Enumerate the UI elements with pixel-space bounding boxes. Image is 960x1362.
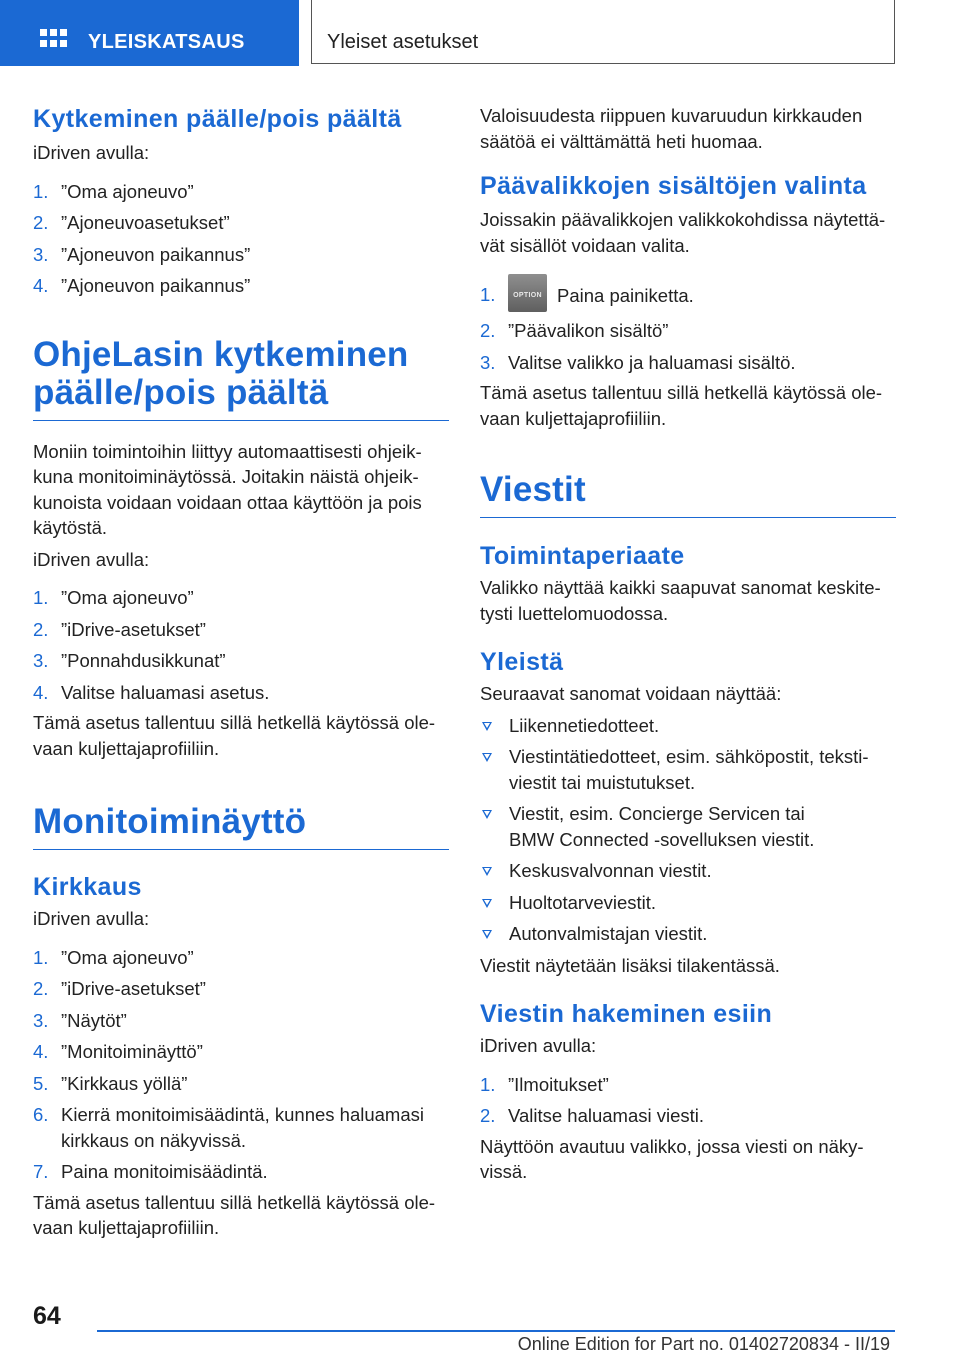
list-item: 7. Paina monitoimisäädintä.	[33, 1161, 268, 1182]
section-title-switch: Kytkeminen päälle/pois päältä	[33, 105, 402, 133]
list-item: 1. ”Oma ajoneuvo”	[33, 587, 194, 608]
body-text: Moniin toimintoihin liittyy automaattisesti ohjeik- kuna monitoiminäytössä. Joitakin näistä ohjeik- kunoista voidaan voidaan ottaa käyttöön ja pois käytöstä.	[33, 440, 422, 538]
note-text: Tämä asetus tallentuu sillä hetkellä käytössä ole- vaan kuljettajaprofiiliin.	[33, 1191, 436, 1238]
body-text: Valoisuudesta riippuen kuvaruudun kirkkauden säätöä ei välttämättä heti huomaa.	[480, 105, 863, 152]
steps-list	[480, 282, 896, 375]
list-item: 2. Valitse haluamasi viesti.	[480, 1105, 705, 1126]
list-item: 6. Kierrä monitoimisäädintä, kunnes haluamasi kirkkaus on näkyvissä.	[33, 1104, 424, 1151]
list-item: Keskusvalvonnan viestit.	[480, 858, 896, 884]
list-item: 2. ”Ajoneuvoasetukset”	[33, 212, 230, 233]
subsection-title-brightness: Kirkkaus	[33, 873, 142, 901]
list-item: 5. ”Kirkkaus yöllä”	[33, 1072, 188, 1094]
triangle-bullet-icon	[482, 753, 492, 762]
list-item: Viestintätiedotteet, esim. sähköpostit, teksti- viestit tai muistutukset.	[480, 744, 896, 795]
note-text: Viestit näytetään lisäksi tilakentässä.	[480, 954, 780, 976]
tab-general-settings-label: Yleiset asetukset	[327, 31, 479, 53]
intro-text: Seuraavat sanomat voidaan näyttää:	[480, 683, 782, 704]
intro-text: iDriven avulla:	[33, 908, 150, 929]
section-title-messages: Viestit	[480, 471, 896, 518]
tab-general-settings[interactable]	[311, 0, 895, 64]
list-item: 1. ”Oma ajoneuvo”	[33, 180, 194, 202]
list-item: 1. OPTION Paina painiketta.	[480, 282, 896, 312]
page-number: 64	[33, 1302, 61, 1330]
section-title-ohjelasin: OhjeLasin kytkeminen päälle/pois päältä	[33, 336, 449, 421]
intro-text: iDriven avulla:	[480, 1035, 597, 1056]
list-item: 3. Valitse valikko ja haluamasi sisältö.	[480, 351, 796, 373]
list-item: 4. ”Monitoiminäyttö”	[33, 1041, 203, 1062]
note-text: Tämä asetus tallentuu sillä hetkellä käytössä ole- vaan kuljettajaprofiiliin.	[33, 712, 436, 759]
list-item: 3. ”Näytöt”	[33, 1009, 127, 1031]
triangle-bullet-icon	[482, 810, 492, 819]
steps-list	[33, 585, 449, 705]
steps-list	[33, 179, 449, 299]
section-title-multifunction-display: Monitoiminäyttö	[33, 803, 449, 850]
triangle-bullet-icon	[482, 867, 492, 876]
list-item: 3. ”Ponnahdusikkunat”	[33, 650, 226, 671]
footer-divider	[97, 1330, 895, 1332]
triangle-bullet-icon	[482, 930, 492, 939]
page-header	[0, 0, 960, 66]
list-item: Viestit, esim. Concierge Servicen tai BMW Connected -sovelluksen viestit.	[480, 801, 896, 852]
option-button-icon: OPTION	[508, 274, 547, 312]
grid-icon	[40, 29, 68, 53]
list-item: 2. ”Päävalikon sisältö”	[480, 320, 669, 341]
list-item: 4. ”Ajoneuvon paikannus”	[33, 275, 251, 296]
list-item: Liikennetiedotteet.	[480, 713, 896, 739]
section-title-main-menu-content: Päävalikkojen sisältöjen valinta	[480, 172, 867, 200]
list-item: Autonvalmistajan viestit.	[480, 921, 896, 947]
steps-list	[33, 945, 449, 1185]
list-item: 1. ”Ilmoitukset”	[480, 1073, 609, 1095]
body-text: Joissakin päävalikkojen valikkokohdissa näytettä- vät sisällöt voidaan valita.	[480, 209, 886, 256]
intro-text: iDriven avulla:	[33, 142, 150, 163]
triangle-bullet-icon	[482, 722, 492, 731]
footer-edition-text: Online Edition for Part no. 01402720834 - II/19	[517, 1334, 890, 1354]
steps-list	[480, 1072, 896, 1129]
triangle-bullet-icon	[482, 899, 492, 908]
message-types-list	[480, 713, 896, 947]
subsection-title-general: Yleistä	[480, 648, 564, 676]
list-item: 4. Valitse haluamasi asetus.	[33, 681, 270, 703]
body-text: Valikko näyttää kaikki saapuvat sanomat keskite- tysti luettelomuodossa.	[480, 577, 881, 624]
list-item: Huoltotarveviestit.	[480, 890, 896, 916]
left-column	[33, 100, 449, 1241]
tab-overview[interactable]	[0, 0, 299, 66]
list-item: 2. ”iDrive-asetukset”	[33, 618, 206, 640]
list-item: 3. ”Ajoneuvon paikannus”	[33, 243, 251, 265]
note-text: Tämä asetus tallentuu sillä hetkellä käytössä ole- vaan kuljettajaprofiiliin.	[480, 382, 883, 429]
list-item: 1. ”Oma ajoneuvo”	[33, 946, 194, 968]
list-item: 2. ”iDrive-asetukset”	[33, 978, 206, 999]
intro-text: iDriven avulla:	[33, 548, 150, 570]
tab-overview-label: YLEISKATSAUS	[88, 31, 245, 53]
subsection-title-principle: Toimintaperiaate	[480, 542, 685, 570]
note-text: Näyttöön avautuu valikko, jossa viesti on näky- vissä.	[480, 1135, 864, 1182]
subsection-title-retrieve-message: Viestin hakeminen esiin	[480, 1000, 773, 1028]
right-column	[480, 100, 896, 1185]
